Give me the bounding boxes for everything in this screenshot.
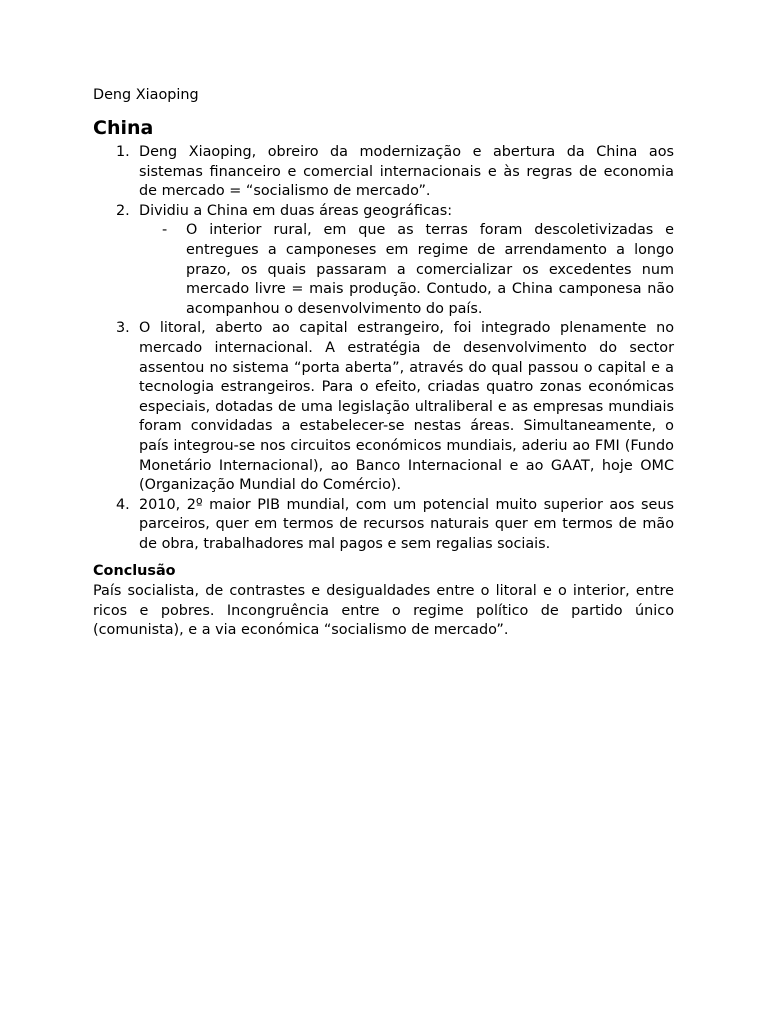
list-item-text: Deng Xiaoping, obreiro da modernização e abertura da China aos sistemas financeiro e comercial internacionais e às regras de economia de mercado = “socialismo de mercado”. [139, 144, 674, 200]
conclusion-title: Conclusão [93, 563, 176, 580]
list-item-number: 4. [116, 496, 130, 513]
list-item [93, 143, 674, 202]
conclusion-text: País socialista, de contrastes e desigualdades entre o litoral e o interior, entre ricos e pobres. Incongruência entre o regime político de partido único (comunista), e a via económica “socialismo de mercado”. [93, 583, 674, 639]
list-item [93, 319, 674, 495]
list-item-text: Dividiu a China em duas áreas geográficas: [139, 202, 453, 219]
list-item [93, 202, 674, 320]
sub-list [139, 221, 674, 319]
document-heading: China [93, 117, 154, 139]
list-item-number: 2. [116, 202, 130, 219]
list-item-number: 3. [116, 320, 130, 337]
list-item [93, 496, 674, 555]
list-item-text: O litoral, aberto ao capital estrangeiro, foi integrado plenamente no mercado internacional. A estratégia de desenvolvimento do sector assentou no sistema “porta aberta”, através do qual passou o capital e a tecnologia estrangeiros. Para o efeito, criadas quatro zonas económicas especiais, dotadas de uma legislação ultraliberal e as empresas mundiais foram convidadas a estabelecer-se nestas áreas. Simultaneamente, o país integrou-se nos circuitos económicos mundiais, aderiu ao FMI (Fundo Monetário Internacional), ao Banco Internacional e ao GAAT, hoje OMC (Organização Mundial do Comércio). [139, 320, 674, 494]
sub-list-item [139, 221, 674, 319]
sub-list-marker: - [162, 222, 168, 239]
list-item-text: 2010, 2º maior PIB mundial, com um potencial muito superior aos seus parceiros, quer em termos de recursos naturais quer em termos de mão de obra, trabalhadores mal pagos e sem regalias sociais. [139, 496, 674, 552]
numbered-list [93, 143, 674, 554]
document-subtitle: Deng Xiaoping [93, 87, 199, 103]
list-item-number: 1. [116, 144, 130, 160]
document-page [93, 86, 674, 641]
sub-list-item-text: O interior rural, em que as terras foram descoletivizadas e entregues a camponeses em regime de arrendamento a longo prazo, os quais passaram a comercializar os excedentes num mercado livre = mais produção. Contudo, a China camponesa não acompanhou o desenvolvimento do país. [186, 222, 674, 317]
